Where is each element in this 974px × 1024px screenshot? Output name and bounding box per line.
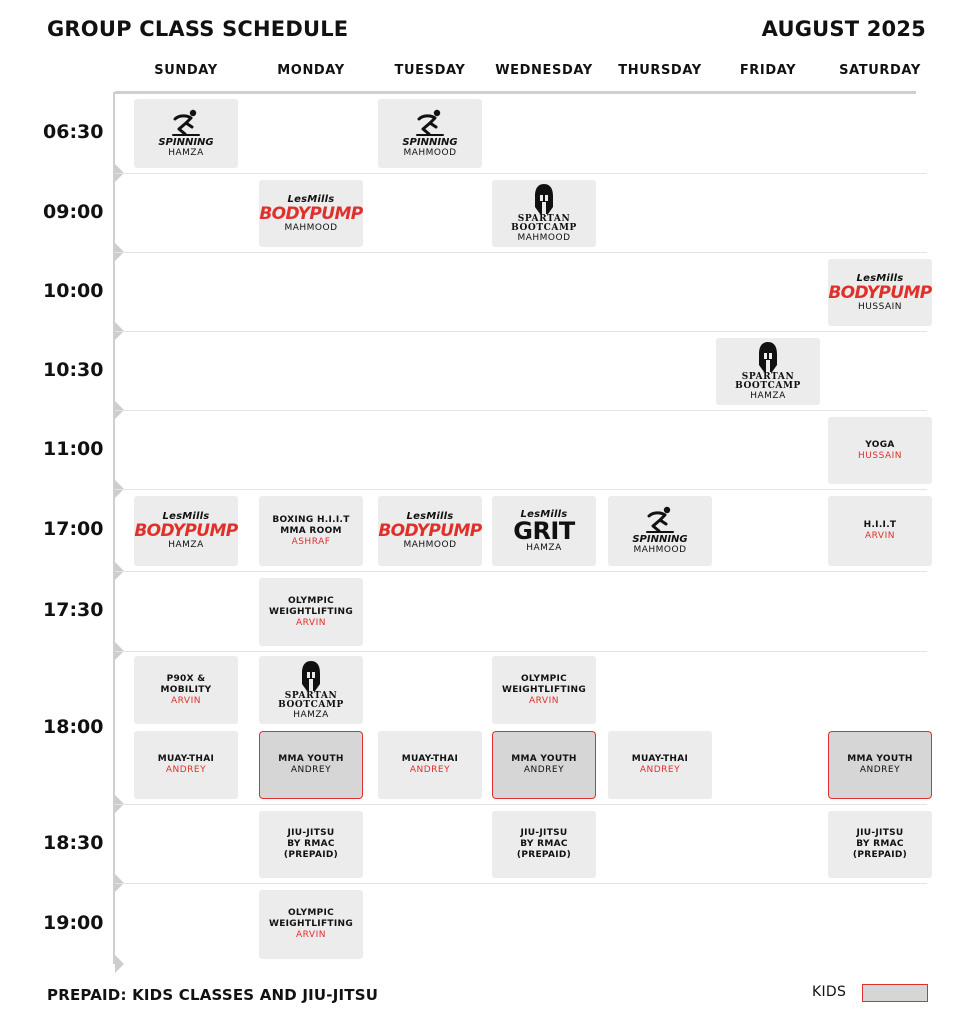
class-name: BY RMAC (520, 839, 568, 849)
time-label-1100: 11:00 (43, 437, 104, 460)
class-card[interactable] (378, 731, 482, 799)
time-label-1030: 10:30 (43, 358, 104, 381)
class-name: BY RMAC (856, 839, 904, 849)
class-card[interactable] (828, 496, 932, 566)
instructor-name: HUSSAIN (858, 450, 902, 461)
class-card[interactable] (259, 578, 363, 646)
class-card[interactable] (828, 259, 932, 326)
bodypump-logo: BODYPUMP (828, 282, 932, 303)
day-header-friday: FRIDAY (739, 63, 797, 78)
row-divider (115, 651, 927, 652)
spinning-cyclist-icon (169, 109, 203, 137)
day-header-sunday: SUNDAY (154, 63, 218, 78)
class-card[interactable] (259, 180, 363, 247)
class-name: H.I.I.T (863, 520, 897, 530)
row-divider (115, 252, 927, 253)
class-name: WEIGHTLIFTING (268, 919, 354, 929)
spartan-helmet-icon (300, 660, 322, 692)
instructor-name: ARVIN (171, 695, 201, 706)
class-name: (PREPAID) (283, 850, 339, 860)
instructor-name: MAHMOOD (403, 147, 457, 158)
class-card[interactable] (134, 496, 238, 566)
class-name: MUAY-THAI (631, 754, 689, 764)
time-label-0630: 06:30 (43, 120, 104, 143)
spinning-logo: SPINNING (402, 136, 458, 148)
class-card[interactable] (828, 811, 932, 878)
instructor-name: ANDREY (409, 765, 451, 775)
lesmills-logo: LesMills (520, 508, 568, 520)
class-card[interactable] (134, 656, 238, 724)
class-name: WEIGHTLIFTING (501, 684, 587, 695)
class-card[interactable] (608, 496, 712, 566)
class-name: MMA YOUTH (511, 754, 577, 764)
day-header-thursday: THURSDAY (618, 63, 702, 78)
timeline-axis (113, 92, 115, 964)
instructor-name: ARVIN (296, 617, 326, 628)
spartan-helmet-icon (757, 341, 779, 373)
lesmills-logo: LesMills (856, 272, 904, 284)
instructor-name: ANDREY (290, 765, 332, 775)
grid-top-border (115, 91, 916, 94)
spartan-logo-line1: SPARTAN (741, 372, 795, 382)
class-name: OLYMPIC (287, 908, 335, 918)
instructor-name: MAHMOOD (403, 540, 457, 550)
class-name: WEIGHTLIFTING (268, 606, 354, 617)
class-card[interactable] (259, 496, 363, 566)
class-name: BOXING H.I.I.T (272, 514, 350, 525)
class-name: JIU-JITSU (287, 828, 335, 838)
instructor-name: MAHMOOD (284, 222, 338, 233)
class-name: MUAY-THAI (157, 754, 215, 764)
day-header-saturday: SATURDAY (839, 63, 921, 78)
time-label-1800: 18:00 (43, 715, 104, 738)
instructor-name: ARVIN (296, 930, 326, 940)
class-name: BY RMAC (287, 839, 335, 849)
day-header-wednesday: WEDNESDAY (495, 63, 593, 78)
class-name: MMA YOUTH (847, 754, 913, 764)
spartan-logo-line2: BOOTCAMP (735, 381, 801, 391)
instructor-name: HAMZA (526, 542, 562, 553)
bodypump-logo: BODYPUMP (259, 203, 363, 224)
class-card[interactable] (492, 656, 596, 724)
class-card[interactable] (492, 811, 596, 878)
instructor-name: MAHMOOD (517, 233, 571, 243)
instructor-name: ARVIN (865, 531, 895, 541)
class-card[interactable] (828, 417, 932, 484)
class-name: JIU-JITSU (856, 828, 904, 838)
lesmills-logo: LesMills (406, 511, 454, 522)
row-marker-icon (115, 955, 124, 973)
spinning-cyclist-icon (413, 109, 447, 137)
class-name: MMA YOUTH (278, 754, 344, 764)
instructor-name: HUSSAIN (858, 301, 902, 312)
spartan-logo-line2: BOOTCAMP (278, 699, 344, 710)
instructor-name: HAMZA (293, 709, 329, 720)
instructor-name: ANDREY (523, 765, 565, 775)
bodypump-logo: BODYPUMP (134, 521, 238, 541)
row-divider (115, 173, 927, 174)
class-card[interactable] (492, 496, 596, 566)
class-card[interactable] (134, 99, 238, 168)
class-name: OLYMPIC (287, 595, 335, 606)
class-card[interactable] (716, 338, 820, 405)
class-card[interactable] (492, 731, 596, 799)
instructor-name: ANDREY (639, 765, 681, 775)
spartan-logo-line2: BOOTCAMP (511, 223, 577, 233)
instructor-name: ANDREY (165, 765, 207, 775)
row-divider (115, 331, 927, 332)
spinning-cyclist-icon (643, 506, 677, 534)
instructor-name: ASHRAF (291, 536, 331, 547)
spartan-logo-line1: SPARTAN (284, 690, 338, 701)
class-card[interactable] (492, 180, 596, 247)
class-name: (PREPAID) (852, 850, 908, 860)
spinning-logo: SPINNING (158, 136, 214, 148)
lesmills-logo: LesMills (162, 511, 210, 522)
day-header-monday: MONDAY (277, 63, 345, 78)
instructor-name: ANDREY (859, 765, 901, 775)
bodypump-logo: BODYPUMP (378, 521, 482, 541)
month-label: AUGUST 2025 (761, 17, 926, 41)
class-name: P90X & (166, 673, 206, 684)
class-name: MMA ROOM (280, 525, 342, 536)
spartan-logo-line1: SPARTAN (517, 214, 571, 224)
row-divider (115, 804, 927, 805)
class-name: JIU-JITSU (520, 828, 568, 838)
instructor-name: HAMZA (168, 147, 204, 158)
class-name: OLYMPIC (520, 673, 568, 684)
class-card[interactable] (134, 731, 238, 799)
class-card[interactable] (608, 731, 712, 799)
time-label-1000: 10:00 (43, 279, 104, 302)
instructor-name: ARVIN (529, 695, 559, 706)
day-header-tuesday: TUESDAY (394, 63, 466, 78)
class-name: MOBILITY (160, 684, 212, 695)
class-card[interactable] (259, 731, 363, 799)
class-card[interactable] (259, 890, 363, 959)
row-divider (115, 489, 927, 490)
instructor-name: HAMZA (750, 391, 786, 401)
time-label-0900: 09:00 (43, 200, 104, 223)
class-card[interactable] (378, 496, 482, 566)
row-divider (115, 571, 927, 572)
class-card[interactable] (828, 731, 932, 799)
time-label-1730: 17:30 (43, 599, 104, 621)
spartan-helmet-icon (533, 183, 555, 215)
prepaid-note: PREPAID: KIDS CLASSES AND JIU-JITSU (47, 986, 379, 1004)
legend-kids-swatch (862, 984, 928, 1002)
time-label-1700: 17:00 (43, 518, 104, 540)
row-divider (115, 883, 927, 884)
time-label-1900: 19:00 (43, 911, 104, 934)
class-card[interactable] (259, 656, 363, 724)
class-card[interactable] (259, 811, 363, 878)
page-title: GROUP CLASS SCHEDULE (47, 17, 349, 41)
grit-logo: GRIT (513, 516, 575, 545)
class-card[interactable] (378, 99, 482, 168)
legend-label: KIDS (812, 984, 847, 1000)
class-name: YOGA (865, 439, 895, 450)
class-name: (PREPAID) (516, 850, 572, 860)
instructor-name: HAMZA (168, 540, 204, 550)
row-divider (115, 410, 927, 411)
instructor-name: MAHMOOD (633, 545, 687, 555)
lesmills-logo: LesMills (287, 193, 335, 205)
class-name: MUAY-THAI (401, 754, 459, 764)
spinning-logo: SPINNING (632, 534, 688, 545)
time-label-1830: 18:30 (43, 831, 104, 854)
